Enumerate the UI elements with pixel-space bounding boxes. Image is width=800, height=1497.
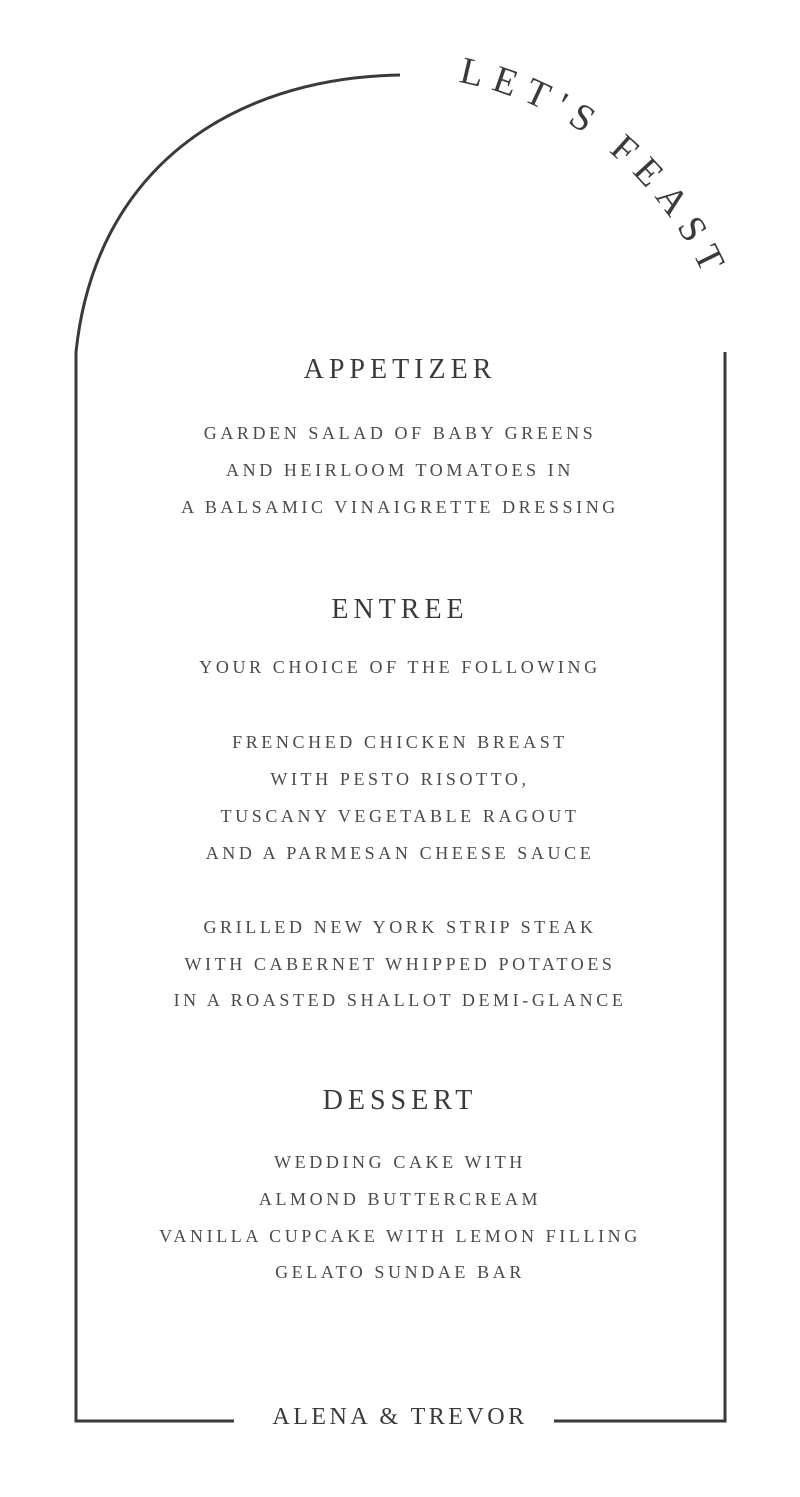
couple-names	[0, 1404, 800, 1431]
appetizer-heading: APPETIZER	[303, 354, 497, 385]
appetizer-line: GARDEN SALAD OF BABY GREENS	[203, 423, 597, 443]
arc-title: LET'S FEAST	[456, 49, 737, 287]
dessert-line: WEDDING CAKE WITH	[274, 1152, 526, 1172]
appetizer-line: A BALSAMIC VINAIGRETTE DRESSING	[181, 497, 619, 517]
dessert-line: VANILLA CUPCAKE WITH LEMON FILLING	[159, 1226, 641, 1246]
entree-option2-line: WITH CABERNET WHIPPED POTATOES	[184, 954, 616, 974]
entree-option1-line: TUSCANY VEGETABLE RAGOUT	[220, 806, 580, 826]
entree-option2-line: GRILLED NEW YORK STRIP STEAK	[203, 917, 597, 937]
dessert-line: GELATO SUNDAE BAR	[275, 1262, 525, 1282]
entree-option1-line: FRENCHED CHICKEN BREAST	[232, 732, 568, 752]
entree-intro: YOUR CHOICE OF THE FOLLOWING	[199, 657, 601, 677]
entree-heading: ENTREE	[331, 594, 469, 625]
dessert-line: ALMOND BUTTERCREAM	[258, 1189, 542, 1209]
couple-names-text: ALENA & TREVOR	[258, 1404, 541, 1430]
appetizer-line: AND HEIRLOOM TOMATOES IN	[226, 460, 574, 480]
entree-option2-line: IN A ROASTED SHALLOT DEMI-GLANCE	[173, 990, 627, 1010]
entree-option1-line: AND A PARMESAN CHEESE SAUCE	[205, 843, 595, 863]
entree-option1-line: WITH PESTO RISOTTO,	[270, 769, 530, 789]
dessert-heading: DESSERT	[322, 1085, 478, 1116]
